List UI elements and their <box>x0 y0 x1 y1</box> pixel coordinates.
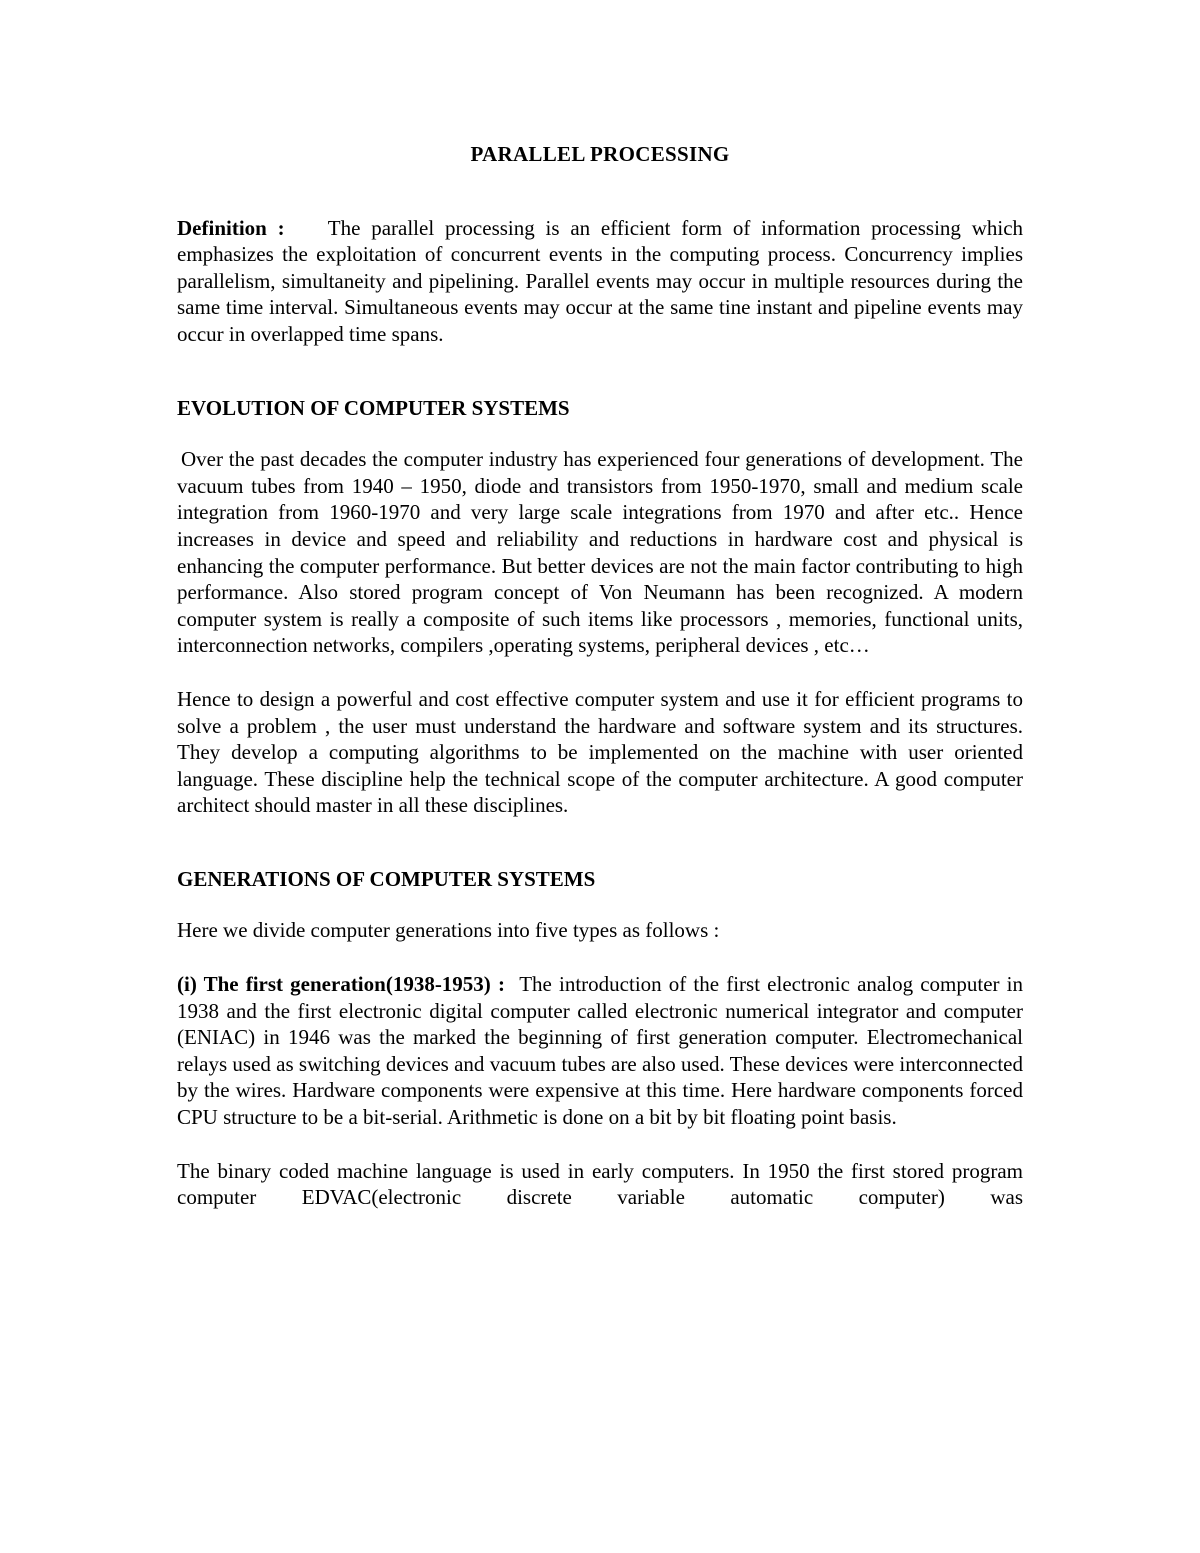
definition-paragraph <box>177 215 1023 348</box>
generations-heading: GENERATIONS OF COMPUTER SYSTEMS <box>177 866 596 891</box>
first-generation-paragraph <box>177 971 1023 1131</box>
evolution-paragraph-2: Hence to design a powerful and cost effective computer system and use it for efficient programs to solve a problem , the user must understand the hardware and software system and its structures. They develop a computing algorithms to be implemented on the machine with user oriented language. These discipline help the technical scope of the computer architecture. A good computer architect should master in all these disciplines. <box>177 686 1023 818</box>
document-page <box>177 141 1023 1211</box>
evolution-heading: EVOLUTION OF COMPUTER SYSTEMS <box>177 395 570 420</box>
first-generation-text: The introduction of the first electronic analog computer in 1938 and the first electronic digital computer called electronic numerical integrator and computer (ENIAC) in 1946 was the marked the beginning of first generation computer. Electromechanical relays used as switching devices and vacuum tubes are also used. These devices were interconnected by the wires. Hardware components were expensive at this time. Here hardware components forced CPU structure to be a bit-serial. Arithmetic is done on a bit by bit floating point basis. <box>177 972 1023 1130</box>
definition-text: The parallel processing is an efficient form of information processing which emphasizes the exploitation of concurrent events in the computing process. Concurrency implies parallelism, simultaneity and pipelining. Parallel events may occur in multiple resources during the same time interval. Simultaneous events may occur at the same tine instant and pipeline events may occur in overlapped time spans. <box>177 215 1024 346</box>
document-title: PARALLEL PROCESSING <box>470 142 730 166</box>
definition-label: Definition : <box>177 215 285 240</box>
evolution-paragraph-1: Over the past decades the computer industry has experienced four generations of development. The vacuum tubes from 1940 – 1950, diode and transistors from 1950-1970, small and medium scale integration from 1960-1970 and very large scale integrations from 1970 and after etc.. Hence increases in device and speed and reliability and reductions in hardware cost and physical is enhancing the computer performance. But better devices are not the main factor contributing to high performance. Also stored program concept of Von Neumann has been recognized. A modern computer system is really a composite of such items like processors , memories, functional units, interconnection networks, compilers ,operating systems, peripheral devices , etc… <box>177 447 1023 658</box>
binary-language-paragraph: The binary coded machine language is used in early computers. In 1950 the first stored program computer EDVAC(electronic discrete variable automatic computer) was <box>177 1158 1023 1210</box>
first-generation-label: (i) The first generation(1938-1953) : <box>177 972 505 997</box>
generations-intro: Here we divide computer generations into five types as follows : <box>177 918 720 943</box>
